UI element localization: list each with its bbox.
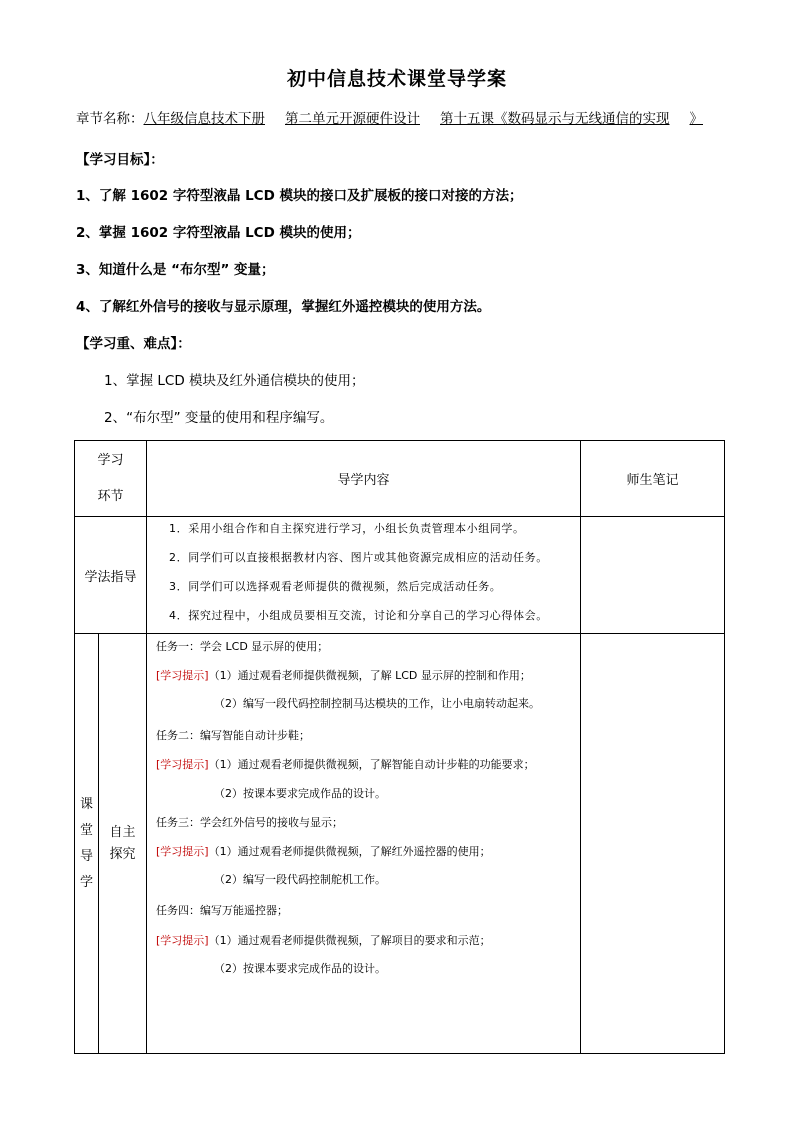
task-hint-line: [156, 759, 535, 770]
task-hint: （2）编写一段代码控制控制马达模块的工作，让小电扇转动起来。: [214, 697, 541, 710]
objective-item: 3、知道什么是 “布尔型” 变量；: [76, 262, 275, 278]
guide-notes: [581, 634, 725, 1054]
chapter-book: 八年级信息技术下册: [143, 111, 265, 127]
guide-outer-char: 导: [79, 848, 93, 864]
task-hint: （1）通过观看老师提供微视频，了解红外遥控器的使用；: [208, 845, 491, 858]
guide-content: [147, 634, 581, 1054]
hint-label: [学习提示]: [156, 669, 209, 682]
notes-header: 师生笔记: [581, 441, 725, 517]
task-hint-line: [156, 935, 491, 946]
page-title: 初中信息技术课堂导学案: [286, 68, 507, 90]
task-hint: （2）按课本要求完成作品的设计。: [214, 962, 387, 975]
objectives-heading: 【学习目标】：: [76, 152, 164, 168]
method-label: 学法指导: [75, 517, 147, 634]
task-title: 任务四：编写万能遥控器；: [156, 904, 289, 917]
task-title: 任务三：学会红外信号的接收与显示；: [156, 816, 344, 829]
chapter-lesson: 第十五课《数码显示与无线通信的实现: [440, 111, 670, 127]
stage-header: [75, 441, 147, 517]
keypoint-item: 2、“布尔型” 变量的使用和程序编写。: [104, 410, 334, 426]
table-header-row: [75, 441, 725, 517]
task-hint-line: [156, 670, 531, 681]
chapter-unit: 第二单元开源硬件设计: [285, 111, 420, 127]
guide-table: [74, 440, 725, 1054]
chapter-label: 章节名称：: [76, 111, 144, 127]
hint-label: [学习提示]: [156, 845, 209, 858]
hint-label: [学习提示]: [156, 934, 209, 947]
stage-header-line2: 环节: [97, 488, 124, 504]
keypoint-item: 1、掌握 LCD 模块及红外通信模块的使用；: [104, 373, 365, 389]
chapter-close: 》: [689, 111, 703, 127]
method-content: [147, 517, 581, 634]
guide-inner-line: 探究: [109, 846, 136, 862]
method-notes: [581, 517, 725, 634]
guide-outer-char: 学: [79, 874, 93, 890]
chapter-line: [76, 107, 703, 127]
hint-label: [学习提示]: [156, 758, 209, 771]
objective-item: 2、掌握 1602 字符型液晶 LCD 模块的使用；: [76, 225, 361, 241]
method-item: 2．同学们可以直接根据教材内容、图片或其他资源完成相应的活动任务。: [169, 551, 548, 564]
method-item: 4．探究过程中，小组成员要相互交流，讨论和分享自己的学习心得体会。: [169, 609, 548, 622]
stage-header-line1: 学习: [97, 452, 124, 468]
method-row: [75, 517, 725, 634]
guide-inner-line: 自主: [109, 824, 136, 840]
task-hint: （1）通过观看老师提供微视频，了解项目的要求和示范；: [208, 934, 491, 947]
guide-outer-char: 堂: [79, 822, 93, 838]
objective-item: 1、了解 1602 字符型液晶 LCD 模块的接口及扩展板的接口对接的方法；: [76, 188, 523, 204]
task-hint: （1）通过观看老师提供微视频，了解智能自动计步鞋的功能要求；: [208, 758, 535, 771]
method-item: 3．同学们可以选择观看老师提供的微视频，然后完成活动任务。: [169, 580, 502, 593]
task-hint-line: [156, 846, 491, 857]
task-hint: （2）编写一段代码控制舵机工作。: [214, 873, 387, 886]
method-item: 1．采用小组合作和自主探究进行学习，小组长负责管理本小组同学。: [169, 522, 525, 535]
content-header: 导学内容: [147, 441, 581, 517]
guide-row: [75, 634, 725, 1054]
guide-outer-char: 课: [79, 796, 93, 812]
keypoints-heading: 【学习重、难点】：: [76, 336, 191, 352]
objective-item: 4、了解红外信号的接收与显示原理，掌握红外遥控模块的使用方法。: [76, 299, 491, 315]
guide-inner-label: [99, 634, 147, 1054]
task-title: 任务二：编写智能自动计步鞋；: [156, 729, 311, 742]
task-hint: （2）按课本要求完成作品的设计。: [214, 787, 387, 800]
task-hint: （1）通过观看老师提供微视频，了解 LCD 显示屏的控制和作用；: [208, 669, 531, 682]
task-title: 任务一：学会 LCD 显示屏的使用；: [156, 640, 329, 653]
guide-outer-label: [75, 634, 99, 1054]
